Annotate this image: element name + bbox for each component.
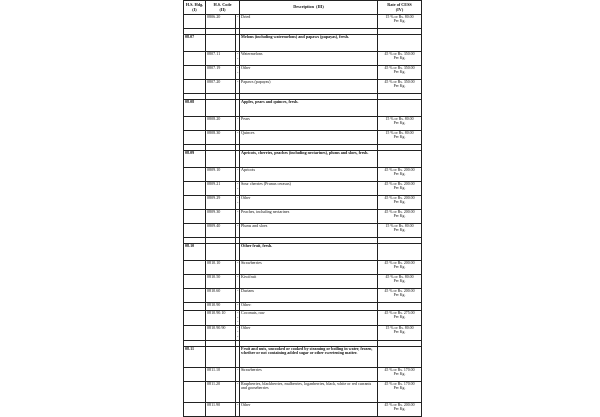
description-cell: Raspberries, blackberries, mulberries, loganberries, black, white or red currants and gooseberries	[240, 381, 378, 402]
hs-code-cell: 0809.10	[206, 168, 236, 182]
rate-unit: Per Kg.	[393, 228, 406, 233]
rate-cell	[378, 275, 422, 289]
rate-value: 15 % or Rs. 80.00	[385, 131, 414, 135]
description-cell: Plums and sloes	[240, 224, 378, 238]
rate-cell	[378, 402, 422, 416]
table-row	[184, 224, 422, 238]
table-row	[184, 210, 422, 224]
description-cell: Other	[240, 325, 378, 340]
dash-cell: ---	[237, 310, 239, 325]
hs-code-cell: 0806.20	[206, 15, 236, 29]
description-cell: Apples, pears and quinces, fresh.	[240, 100, 378, 117]
hs-heading-cell	[184, 15, 206, 29]
table-row	[184, 80, 422, 94]
rate-cell	[378, 66, 422, 80]
rate-cell	[378, 151, 422, 168]
table-row	[184, 52, 422, 66]
hs-code-cell: 0810.90.90	[206, 325, 236, 340]
header-hs-code: H.S. Code (II)	[206, 1, 240, 15]
rate-value: 45 % or Rs. 350.00	[384, 52, 415, 56]
description-cell: Pears	[240, 117, 378, 131]
rate-value: 15 % or Rs. 80.00	[385, 224, 414, 228]
hs-heading-cell: 08.09	[184, 151, 206, 168]
hs-code-cell: 0810.60	[206, 289, 236, 303]
hs-code-cell: 0807.20	[206, 80, 236, 94]
description-cell: Coconuts, raw	[240, 311, 378, 326]
table-row	[184, 289, 422, 303]
rate-value: 45 % or Rs. 200.00	[384, 289, 415, 293]
hs-code-cell: 0809.21	[206, 182, 236, 196]
rate-value: 15 % or Rs. 80.00	[385, 325, 414, 330]
dash-cell: -	[236, 80, 240, 94]
heading-row	[184, 100, 422, 117]
description-cell: Kiwifruit	[240, 275, 378, 289]
dash-cell: -	[236, 402, 240, 416]
rate-value: 45 % or Rs. 200.00	[384, 261, 415, 265]
rate-unit: Per Kg.	[393, 371, 406, 376]
rate-cell	[378, 381, 422, 402]
table-row	[184, 131, 422, 145]
rate-value: 45 % or Rs. 200.00	[384, 182, 415, 186]
dash-cell: --	[236, 196, 240, 210]
hs-heading-cell: 08.11	[184, 346, 206, 367]
hs-heading-cell	[184, 311, 206, 326]
hs-code-cell: 0808.30	[206, 131, 236, 145]
description-cell: Strawberries	[240, 367, 378, 381]
header-description: Description (III)	[240, 1, 378, 15]
rate-cell	[378, 289, 422, 303]
rate-unit: Per Kg.	[393, 200, 406, 205]
rate-cell	[378, 244, 422, 261]
tariff-page	[183, 0, 421, 411]
hs-heading-cell	[184, 196, 206, 210]
rate-cell	[378, 210, 422, 224]
rate-value: 45 % or Rs. 275.00	[384, 311, 415, 315]
rate-cell	[378, 35, 422, 52]
description-cell: Other	[240, 196, 378, 210]
hs-heading-cell	[184, 168, 206, 182]
dash-cell: -	[236, 303, 240, 311]
table-row	[184, 381, 422, 402]
table-row	[184, 325, 422, 340]
table-header-row	[184, 1, 422, 15]
hs-heading-cell	[184, 261, 206, 275]
dash-cell: -	[236, 131, 240, 145]
hs-heading-cell	[184, 275, 206, 289]
rate-cell	[378, 80, 422, 94]
rate-unit: Per Kg.	[393, 279, 406, 284]
hs-heading-cell	[184, 381, 206, 402]
description-cell: Peaches, including nectarines	[240, 210, 378, 224]
rate-unit: Per Kg.	[393, 330, 406, 335]
dash-cell: -	[236, 15, 240, 29]
hs-heading-cell	[184, 303, 206, 311]
rate-cell	[378, 224, 422, 238]
rate-unit: Per Kg.	[393, 214, 406, 219]
description-cell: Other	[240, 66, 378, 80]
description-cell: Other	[240, 402, 378, 416]
table-row	[184, 367, 422, 381]
rate-cell	[378, 15, 422, 29]
description-cell: Durians	[240, 289, 378, 303]
hs-code-cell: 0810.10	[206, 261, 236, 275]
rate-value: 45 % or Rs. 170.00	[384, 381, 415, 386]
description-cell: Quinces	[240, 131, 378, 145]
rate-cell	[378, 182, 422, 196]
table-row	[184, 117, 422, 131]
hs-code-cell	[206, 100, 236, 117]
rate-cell	[378, 303, 422, 311]
dash-cell: -	[236, 224, 240, 238]
dash-cell: -	[236, 275, 240, 289]
heading-row	[184, 244, 422, 261]
rate-unit: Per Kg.	[393, 84, 406, 89]
description-cell: Dried	[240, 15, 378, 29]
rate-cell	[378, 261, 422, 275]
rate-unit: Per Kg.	[393, 135, 406, 140]
rate-value: 15 % or Rs. 80.00	[385, 15, 414, 19]
table-row	[184, 303, 422, 311]
description-cell: Melons (including watermelons) and papaws (papayas), fresh.	[240, 35, 378, 52]
table-row	[184, 275, 422, 289]
description-cell: Other fruit, fresh.	[240, 244, 378, 261]
rate-cell	[378, 117, 422, 131]
rate-value: 15 % or Rs. 80.00	[385, 117, 414, 121]
description-cell: Strawberries	[240, 261, 378, 275]
hs-code-cell: 0808.20	[206, 117, 236, 131]
hs-code-cell: 0810.50	[206, 275, 236, 289]
hs-heading-cell: 08.07	[184, 35, 206, 52]
hs-code-cell: 0811.20	[206, 381, 236, 402]
hs-code-cell: 0811.10	[206, 367, 236, 381]
hs-code-cell: 0807.11	[206, 52, 236, 66]
dash-cell: --	[236, 182, 240, 196]
table-row	[184, 196, 422, 210]
rate-cell	[378, 325, 422, 340]
header-rate: Rate of CESS (IV)	[378, 1, 422, 15]
table-row	[184, 168, 422, 182]
rate-cell	[378, 196, 422, 210]
rate-value: 45 % or Rs. 350.00	[384, 80, 415, 84]
rate-cell	[378, 346, 422, 367]
rate-cell	[378, 52, 422, 66]
rate-unit: Per Kg.	[393, 265, 406, 270]
rate-cell	[378, 311, 422, 326]
rate-cell	[378, 367, 422, 381]
rate-unit: Per Kg.	[393, 186, 406, 191]
hs-code-cell: 0810.90.10	[206, 311, 236, 326]
description-cell: Apricots, cherries, peaches (including nectarines), plums and sloes, fresh.	[240, 151, 378, 168]
hs-heading-cell: 08.10	[184, 244, 206, 261]
rate-value: 45 % or Rs. 200.00	[384, 402, 415, 407]
rate-unit: Per Kg.	[393, 406, 406, 411]
dash-cell: -	[236, 261, 240, 275]
table-row	[184, 66, 422, 80]
rate-cell	[378, 100, 422, 117]
heading-row	[184, 346, 422, 367]
rate-value: 45 % or Rs. 170.00	[384, 367, 415, 372]
hs-heading-cell	[184, 210, 206, 224]
rate-unit: Per Kg.	[393, 19, 406, 24]
hs-heading-cell	[184, 80, 206, 94]
rate-value: 45 % or Rs. 350.00	[384, 66, 415, 70]
hs-heading-cell	[184, 117, 206, 131]
description-cell: Fruit and nuts, uncooked or cooked by steaming or boiling in water, frozen, whether or not containing added sugar or other sweetening matter.	[240, 346, 378, 367]
rate-unit: Per Kg.	[393, 172, 406, 177]
hs-code-cell	[206, 244, 236, 261]
hs-code-cell: 0809.30	[206, 210, 236, 224]
hs-heading-cell	[184, 325, 206, 340]
hs-code-cell: 0809.29	[206, 196, 236, 210]
rate-unit: Per Kg.	[393, 121, 406, 126]
rate-unit: Per Kg.	[393, 293, 406, 298]
description-cell: Apricots	[240, 168, 378, 182]
rate-value: 45 % or Rs. 200.00	[384, 168, 415, 172]
dash-cell: -	[236, 367, 240, 381]
cess-tariff-table	[183, 0, 422, 417]
dash-cell: -	[236, 381, 240, 402]
hs-heading-cell	[184, 367, 206, 381]
dash-cell: --	[236, 66, 240, 80]
dash-cell: --	[236, 52, 240, 66]
hs-heading-cell	[184, 66, 206, 80]
heading-row	[184, 35, 422, 52]
rate-value: 45 % or Rs. 80.00	[385, 275, 414, 279]
dash-cell: -	[236, 117, 240, 131]
rate-unit: Per Kg.	[393, 385, 406, 390]
hs-heading-cell	[184, 402, 206, 416]
hs-heading-cell	[184, 52, 206, 66]
table-row	[184, 15, 422, 29]
hs-code-cell: 0809.40	[206, 224, 236, 238]
hs-code-cell: 0807.19	[206, 66, 236, 80]
header-hs-heading: H.S. Hdg. (I)	[184, 1, 206, 15]
description-cell: Watermelons	[240, 52, 378, 66]
rate-unit: Per Kg.	[393, 70, 406, 75]
hs-heading-cell	[184, 131, 206, 145]
description-cell: Other:	[240, 303, 378, 311]
dash-cell: -	[236, 210, 240, 224]
rate-cell	[378, 131, 422, 145]
table-row	[184, 311, 422, 326]
heading-row	[184, 151, 422, 168]
table-row	[184, 402, 422, 416]
hs-heading-cell	[184, 182, 206, 196]
hs-heading-cell	[184, 224, 206, 238]
hs-heading-cell: 08.08	[184, 100, 206, 117]
table-row	[184, 182, 422, 196]
rate-unit: Per Kg.	[393, 315, 406, 320]
table-row	[184, 261, 422, 275]
rate-cell	[378, 168, 422, 182]
rate-value: 45 % or Rs. 200.00	[384, 196, 415, 200]
description-cell: Sour cherries (Prunus cerasus)	[240, 182, 378, 196]
rate-unit: Per Kg.	[393, 56, 406, 61]
dash-cell: -	[236, 168, 240, 182]
dash-cell: ---	[237, 325, 239, 339]
hs-code-cell	[206, 35, 236, 52]
hs-code-cell: 0811.90	[206, 402, 236, 416]
dash-cell: -	[236, 289, 240, 303]
hs-heading-cell	[184, 289, 206, 303]
hs-code-cell: 0810.90	[206, 303, 236, 311]
description-cell: Papaws (papayas)	[240, 80, 378, 94]
table-body	[184, 15, 422, 417]
hs-code-cell	[206, 151, 236, 168]
rate-value: 45 % or Rs. 200.00	[384, 210, 415, 214]
hs-code-cell	[206, 346, 236, 367]
